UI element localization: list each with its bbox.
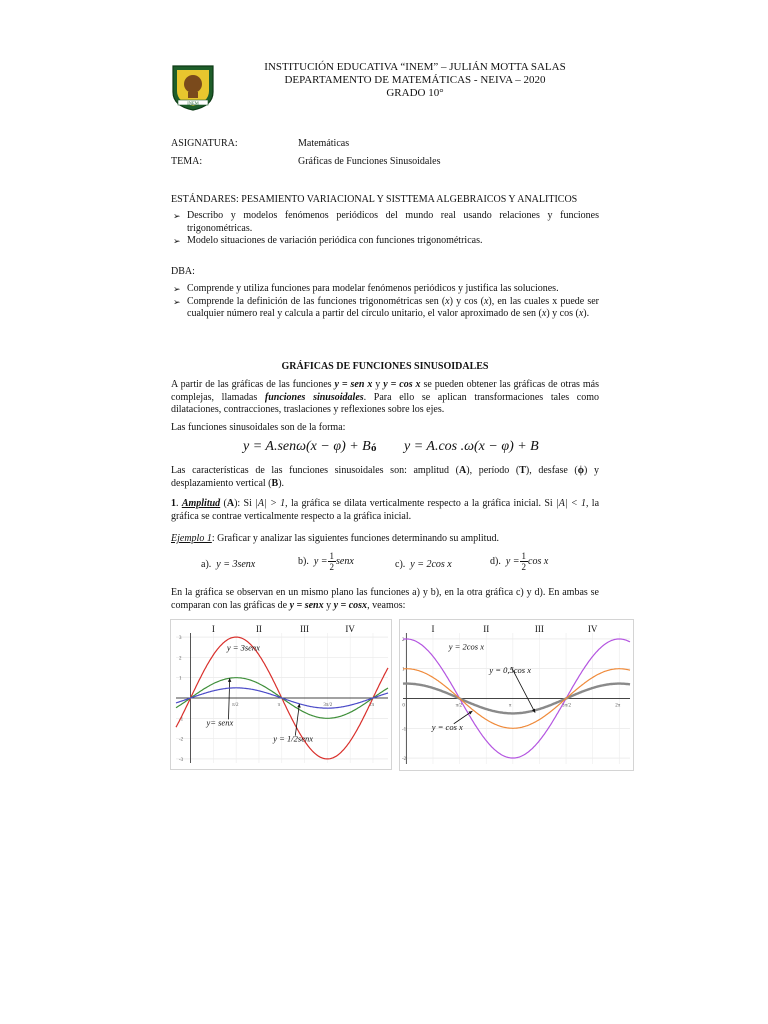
school-logo	[170, 62, 216, 112]
quadrant-label: IV	[587, 624, 598, 634]
series-label: y = 0,5cos x	[489, 665, 532, 676]
x-tick-label: π	[277, 703, 281, 708]
series-label: y = 3senx	[226, 642, 260, 653]
y-tick-label: -2	[179, 737, 184, 743]
y-tick-label: 2	[179, 656, 182, 662]
y-tick-label: 2	[402, 637, 405, 643]
formula-or: ó	[371, 442, 377, 454]
chart-frame	[171, 620, 392, 770]
x-tick-label: π	[508, 703, 512, 709]
cosine-amplitude-chart	[399, 619, 634, 771]
dba-item: ➢ Comprende la definición de las funciones trigonométricas sen (x) y cos (x), en las cuales x puede ser cualquier número real y calcula a partir del círculo unitario, el valor aproximado de sen (x) y cos (x).	[171, 296, 599, 321]
form-intro: Las funciones sinusoidales son de la forma:	[171, 422, 346, 433]
dba-list	[171, 283, 599, 321]
series-label: y = 2cos x	[448, 641, 484, 652]
series-label: y= senx	[206, 717, 234, 728]
y-tick-label: 1	[179, 676, 182, 682]
section-title: GRÁFICAS DE FUNCIONES SINUSOIDALES	[281, 361, 489, 372]
quadrant-label: III	[300, 624, 310, 634]
series-label: y = cos x	[431, 721, 463, 732]
asignatura-value: Matemáticas	[298, 138, 350, 149]
y-tick-label: 1	[402, 667, 405, 673]
x-tick-label: 2π	[615, 703, 621, 709]
x-tick-label: 2π	[368, 703, 375, 708]
quadrant-label: II	[255, 624, 262, 634]
grade-label: GRADO 10°	[386, 87, 444, 99]
formula-cosine: y = A.cos .ω(x − φ) + B	[404, 439, 539, 454]
intro-paragraph: A partir de las gráficas de las funciones y = sen x y y = cos x se pueden obtener las gráficas de otras más complejas, llamadas funciones sinusoidales. Para ello se aplican transformaciones tales como dilataciones, contracciones, traslaciones y reflexiones sobre los ejes.	[171, 379, 599, 415]
characteristics-paragraph: Las características de las funciones sinusoidales son: amplitud (A), período (T), desfase (ϕ) y desplazamiento vertical (B).	[171, 465, 599, 489]
estandares-list	[171, 210, 599, 248]
example-a: a). y = 3senx	[201, 559, 256, 570]
dba-item: ➢ Comprende y utiliza funciones para modelar fenómenos periódicos y justifica las soluciones.	[171, 283, 599, 296]
y-tick-label: -3	[179, 757, 184, 763]
chart-frame	[400, 620, 634, 771]
y-tick-label: -1	[402, 727, 407, 733]
institution-name: INSTITUCIÓN EDUCATIVA “INEM” – JULIÁN MOTTA SALAS	[264, 61, 566, 73]
logo-text: INEM	[187, 100, 199, 106]
x-tick-label: π/2	[455, 703, 463, 709]
amplitude-paragraph: 1. Amplitud (A): Si |A| > 1, la gráfica se dilata verticalmente respecto a la gráfica inicial. Si |A| < 1, la gráfica se contrae verticalmente respecto a la gráfica inicial.	[171, 498, 600, 522]
x-tick-label: 3π/2	[562, 703, 571, 709]
y-tick-label: -2	[402, 757, 407, 763]
quadrant-label: I	[211, 624, 215, 634]
x-tick-label: 3π/2	[323, 703, 333, 708]
y-tick-label: 3	[179, 636, 182, 642]
tema-value: Gráficas de Funciones Sinusoidales	[298, 156, 441, 167]
example-c: c). y = 2cos x	[395, 559, 452, 570]
x-tick-label: 0	[402, 703, 405, 709]
asignatura-label: ASIGNATURA:	[171, 138, 238, 149]
series-label: y = 1/2senx	[273, 733, 314, 744]
estandares-heading: ESTÁNDARES: PESAMIENTO VARIACIONAL Y SISTTEMA ALGEBRAICOS Y ANALITICOS	[171, 194, 578, 205]
graph-intro-paragraph: En la gráfica se observan en un mismo plano las funciones a) y b), en la otra gráfica c) y d). En ambas se comparan con las gráficas de y = senx y y = cosx, veamos:	[171, 587, 599, 611]
y-tick-label: -1	[179, 717, 184, 723]
quadrant-label: III	[534, 624, 544, 634]
tema-label: TEMA:	[171, 156, 203, 167]
sine-amplitude-chart	[170, 619, 392, 770]
formula-sine: y = A.senω(x − φ) + B	[243, 439, 371, 454]
estandar-item: ➢ Modelo situaciones de variación periódica con funciones trigonométricas.	[171, 235, 599, 248]
quadrant-label: I	[431, 624, 435, 634]
example-b: b). y = $\frac{1}{2}$ senx	[298, 551, 354, 572]
example-d: d). y = $\frac{1}{2}$ cos x	[490, 551, 549, 572]
quadrant-label: IV	[345, 624, 355, 634]
example-heading: Ejemplo 1: Graficar y analizar las siguientes funciones determinando su amplitud.	[171, 533, 499, 544]
quadrant-label: II	[483, 624, 490, 634]
estandar-item: ➢ Describo y modelos fenómenos periódicos del mundo real usando relaciones y funciones trigonométricas.	[171, 210, 599, 235]
dba-heading: DBA:	[171, 266, 195, 277]
department-name: DEPARTAMENTO DE MATEMÁTICAS - NEIVA – 2020	[284, 74, 546, 86]
x-tick-label: π/2	[232, 703, 239, 708]
